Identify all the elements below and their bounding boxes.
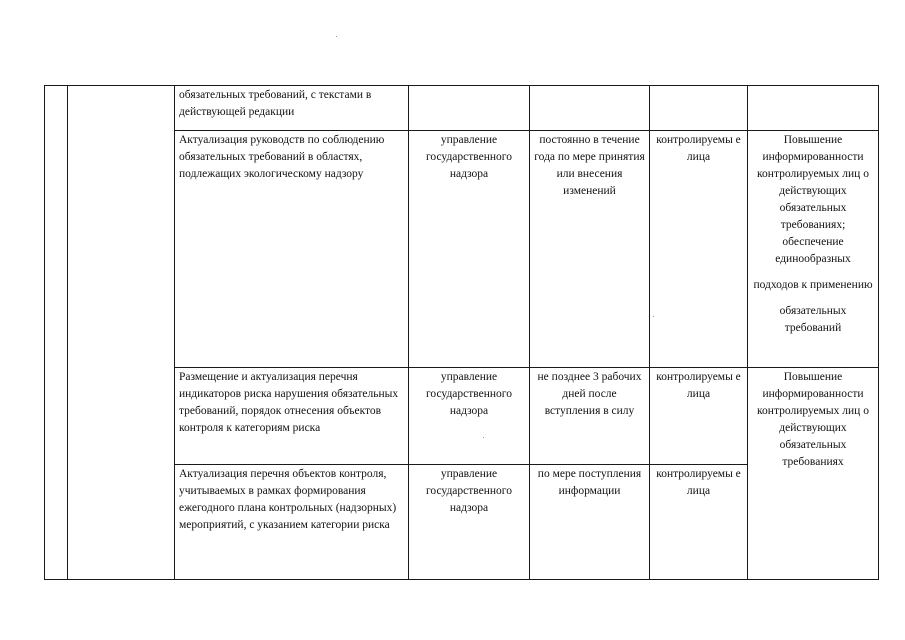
executor-cell: управление государственного надзора — [409, 368, 530, 465]
measure-cell: Размещение и актуализация перечня индикаторов риска нарушения обязательных требований, порядок отнесения объектов контроля к категориям риска — [175, 368, 409, 465]
executor-cell: управление государственного надзора — [409, 465, 530, 580]
result-text: обязательных требований — [779, 305, 847, 334]
category-column-cell — [68, 86, 175, 580]
measures-table — [44, 85, 879, 580]
deadline-cell: по мере поступления информации — [530, 465, 650, 580]
table-row — [45, 86, 879, 131]
result-cell — [748, 131, 879, 368]
deadline-cell: постоянно в течение года по мере принятия или внесения изменений — [530, 131, 650, 368]
subject-cell: контролируемы е лица — [650, 368, 748, 465]
deadline-cell: не позднее 3 рабочих дней после вступления в силу — [530, 368, 650, 465]
subject-cell: контролируемы е лица — [650, 131, 748, 368]
measure-cell: обязательных требований, с текстами в действующей редакции — [175, 86, 409, 131]
executor-cell — [409, 86, 530, 131]
result-text: Повышение информированности контролируемых лиц о действующих обязательных требованиях; обеспечение единообразных — [757, 134, 869, 265]
deadline-cell — [530, 86, 650, 131]
number-column-cell — [45, 86, 68, 580]
executor-cell: управление государственного надзора — [409, 131, 530, 368]
subject-cell — [650, 86, 748, 131]
result-cell: Повышение информированности контролируемых лиц о действующих обязательных требованиях — [748, 368, 879, 580]
subject-cell: контролируемы е лица — [650, 465, 748, 580]
scan-speck — [336, 36, 337, 37]
measure-cell: Актуализация перечня объектов контроля, учитываемых в рамках формирования ежегодного плана контрольных (надзорных) мероприятий, с указанием категории риска — [175, 465, 409, 580]
measure-cell: Актуализация руководств по соблюдению обязательных требований в областях, подлежащих экологическому надзору — [175, 131, 409, 368]
result-cell — [748, 86, 879, 131]
result-text: подходов к применению — [753, 279, 873, 291]
